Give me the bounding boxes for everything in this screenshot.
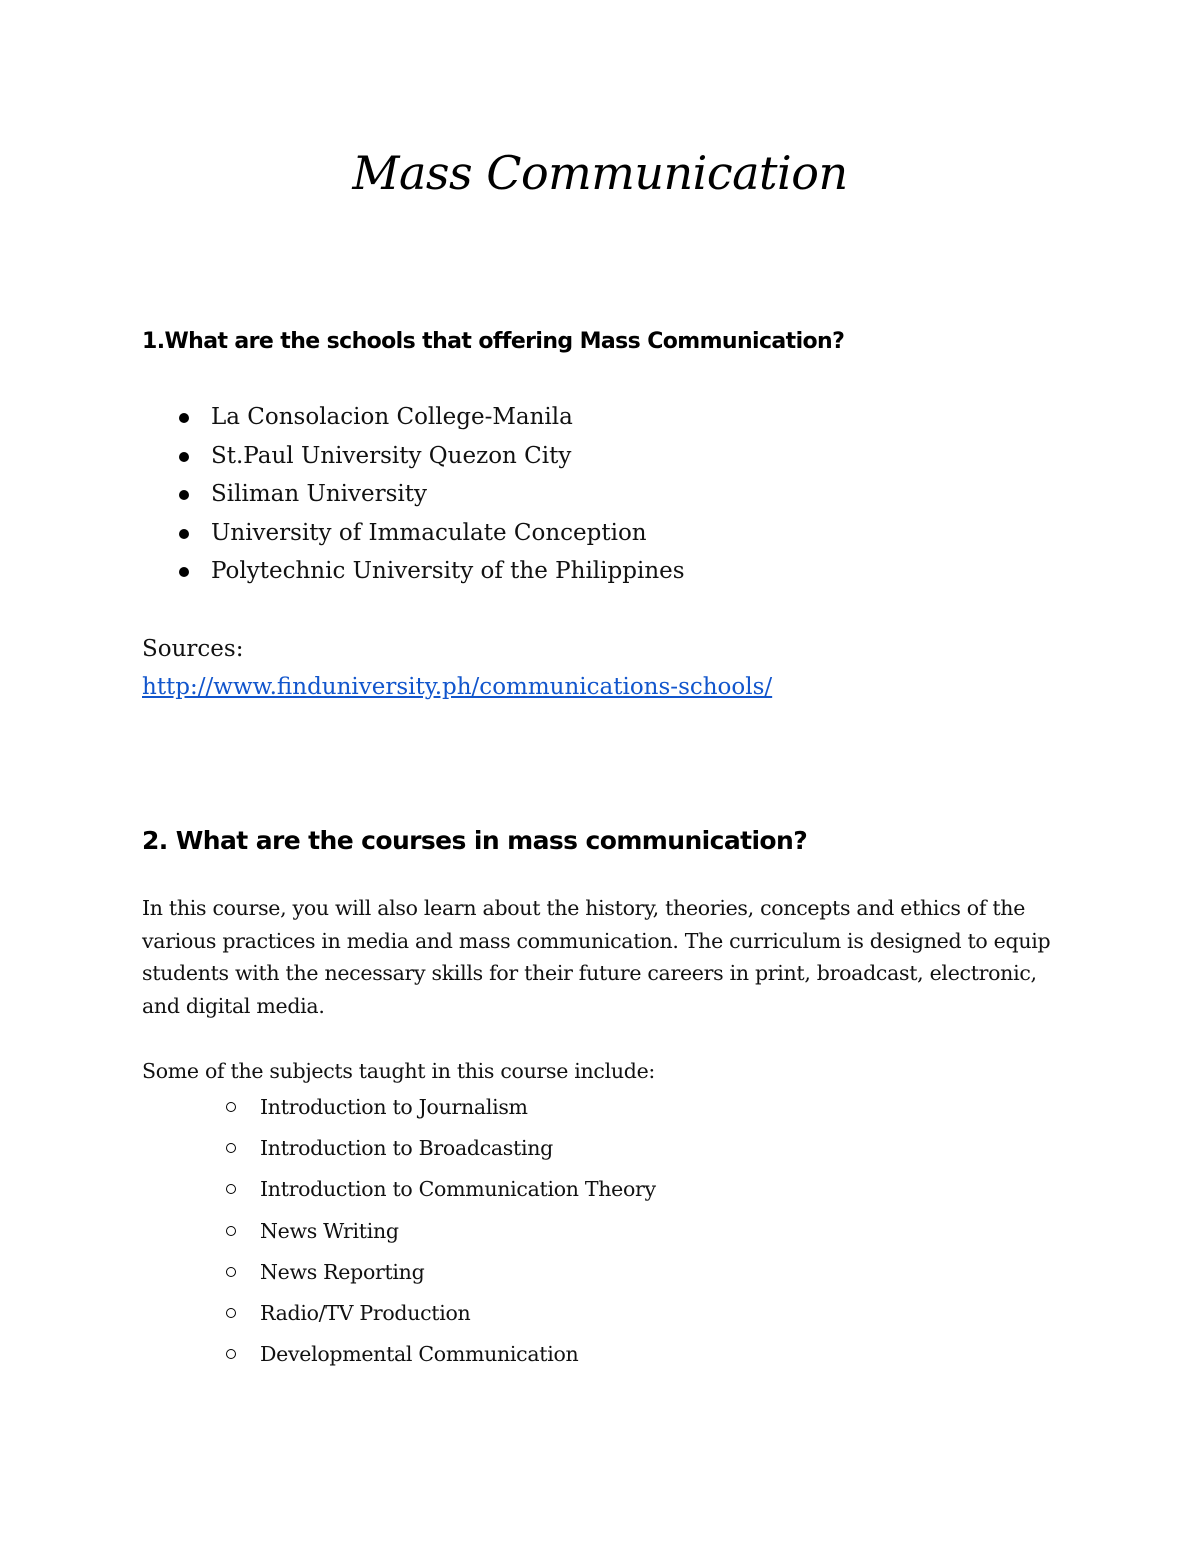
bullet-circle-icon <box>226 1349 236 1359</box>
subject-name: Radio/TV Production <box>260 1300 471 1325</box>
list-item <box>142 1296 656 1337</box>
subject-name: Introduction to Communication Theory <box>260 1177 656 1202</box>
bullet-circle-icon <box>226 1102 236 1112</box>
school-name: Siliman University <box>211 481 428 507</box>
bullet-disc-icon <box>179 413 189 423</box>
bullet-circle-icon <box>226 1308 236 1318</box>
subjects-list <box>142 1090 656 1378</box>
bullet-disc-icon <box>179 529 189 539</box>
page-title: Mass Communication <box>352 146 848 200</box>
list-item <box>142 398 685 437</box>
list-item <box>142 552 685 591</box>
section-2-heading: 2. What are the courses in mass communication? <box>142 826 808 855</box>
school-name: Polytechnic University of the Philippines <box>211 558 685 584</box>
subject-name: News Reporting <box>260 1259 425 1284</box>
school-name: St.Paul University Quezon City <box>211 442 572 469</box>
subjects-intro: Some of the subjects taught in this course include: <box>142 1059 656 1083</box>
school-name: University of Immaculate Conception <box>211 519 647 546</box>
subject-name: Introduction to Journalism <box>260 1095 528 1119</box>
bullet-disc-icon <box>179 490 189 500</box>
course-description: In this course, you will also learn about the history, theories, concepts and ethics of the various practices in media and mass communication. The curriculum is designed to equip students with the necessary skills for their future careers in print, broadcast, electronic, and digital media. <box>142 896 1051 1018</box>
bullet-circle-icon <box>226 1226 236 1236</box>
list-item <box>142 514 685 553</box>
bullet-circle-icon <box>226 1267 236 1277</box>
list-item <box>142 1337 656 1378</box>
sources-label: Sources: <box>142 636 244 662</box>
school-name: La Consolacion College-Manila <box>211 404 573 430</box>
list-item <box>142 1255 656 1296</box>
subject-name: News Writing <box>260 1218 399 1243</box>
schools-list <box>142 398 685 591</box>
list-item <box>142 475 685 514</box>
bullet-circle-icon <box>226 1184 236 1194</box>
list-item <box>142 1214 656 1255</box>
subject-name: Introduction to Broadcasting <box>260 1136 553 1161</box>
section-1-heading: 1.What are the schools that offering Mass Communication? <box>142 329 845 354</box>
source-link[interactable]: http://www.finduniversity.ph/communications-schools/ <box>142 674 773 700</box>
bullet-disc-icon <box>179 567 189 577</box>
list-item <box>142 1131 656 1172</box>
list-item <box>142 437 685 476</box>
bullet-disc-icon <box>179 452 189 462</box>
bullet-circle-icon <box>226 1143 236 1153</box>
list-item <box>142 1172 656 1213</box>
subject-name: Developmental Communication <box>260 1342 579 1367</box>
list-item <box>142 1090 656 1131</box>
